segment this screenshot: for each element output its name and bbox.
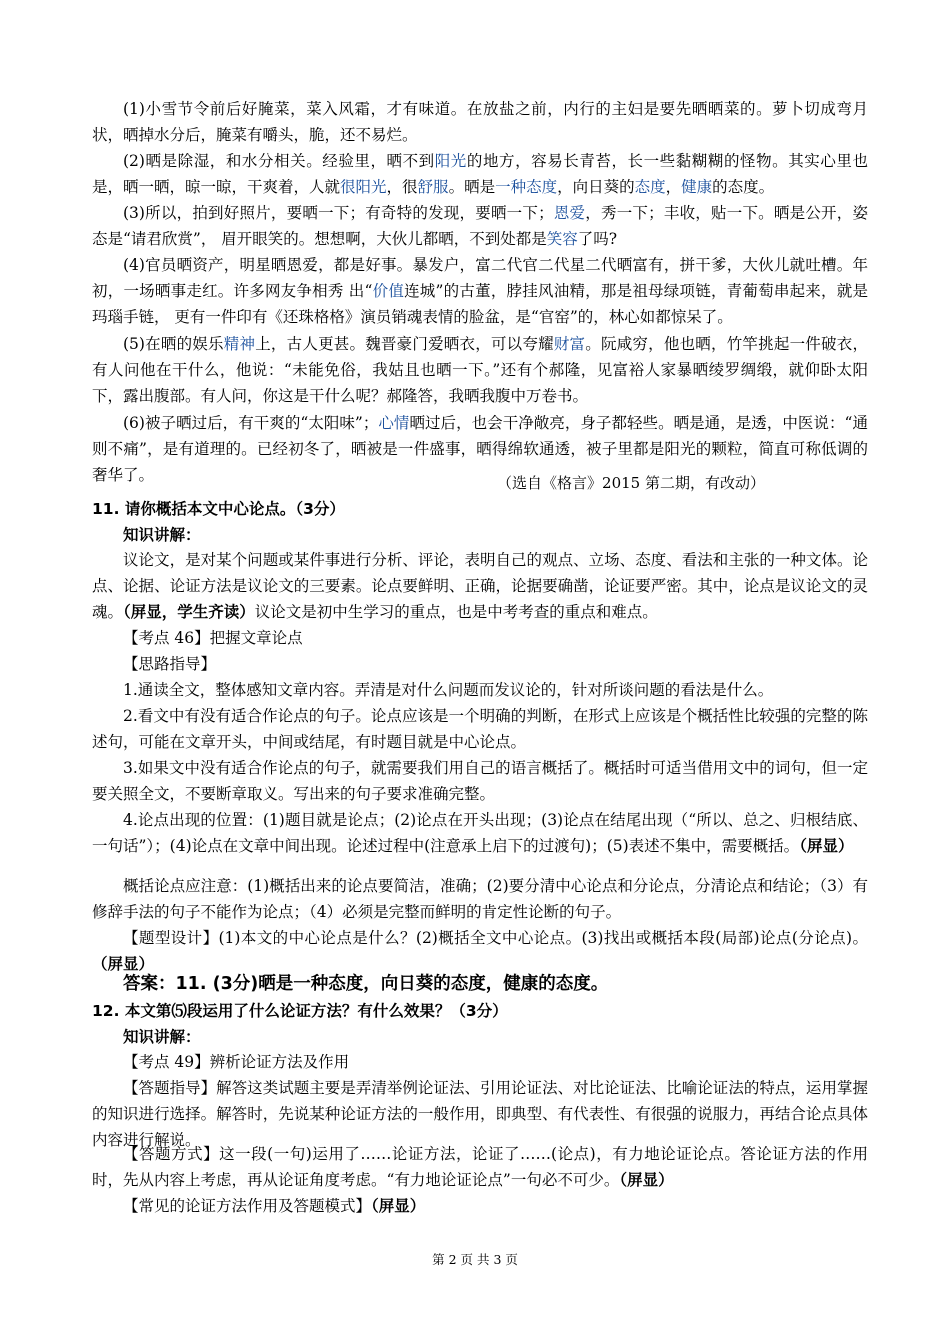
highlight-word: 阳光: [434, 152, 467, 170]
q11-answer: 答案：11. (3分)晒是一种态度，向日葵的态度，健康的态度。: [123, 974, 609, 994]
passage-paragraph-4: (4)官员晒资产，明星晒恩爱，都是好事。暴发户，富二代官二代星二代晒富有，拼干爹，大伙儿就吐槽。年初，一场晒事走红。许多网友争相秀 出“价值连城”的古董，脖挂风油精，那是祖母绿项链，青葡萄串起来，就是玛瑙手链， 更有一件印有《还珠格格》演员销魂表情的脸盆，是“官窑”的，林心如都惊呆了。: [92, 256, 868, 327]
highlight-word: 笑容: [546, 230, 578, 249]
highlight-word: 精神: [223, 335, 256, 353]
highlight-word: 价值: [372, 282, 405, 301]
highlight-word: 财富: [553, 335, 586, 353]
q12-common: 【常见的论证方法作用及答题模式】（屏显）: [123, 1197, 426, 1215]
knowledge-label-12: 知识讲解：: [123, 1028, 201, 1046]
passage-source: （选自《格言》2015 第二期，有改动）: [497, 474, 765, 492]
passage-paragraph-1: (1)小雪节令前后好腌菜，菜入风霜，才有味道。在放盐之前，内行的主妇是要先晒晒菜的。萝卜切成弯月状，晒掉水分后，腌菜有嚼头，脆，还不易烂。: [92, 100, 868, 145]
highlight-word: 健康: [681, 178, 713, 197]
silu-step-1: 1.通读全文，整体感知文章内容。弄清是对什么问题而发议论的，针对所谈问题的看法是什么。: [123, 681, 774, 699]
silu-step-3: 3.如果文中没有适合作论点的句子，就需要我们用自己的语言概括了。概括时可适当借用文中的词句，但一定要关照全文，不要断章取义。写出来的句子要求准确完整。: [92, 759, 868, 804]
question-12-title: 12. 本文第⑸段运用了什么论证方法？有什么效果？（3分）: [92, 1002, 508, 1020]
highlight-word: 恩爱: [553, 204, 586, 222]
passage-paragraph-3: (3)所以，拍到好照片，要晒一下；有奇特的发现，要晒一下；恩爱，秀一下；丰收，贴一下。晒是公开，姿态是“请君欣赏”， 眉开眼笑的。想想啊，大伙儿都晒，不到处都是笑容了吗?: [92, 204, 868, 249]
highlight-word: 一种态度: [495, 178, 558, 197]
highlight-word: 很阳光: [340, 178, 387, 197]
q12-format: 【答题方式】这一段(一句)运用了……论证方法，论证了……(论点)，有力地论证论点。答论证方法的作用时，先从内容上考虑，再从论证角度考虑。“有力地论证论点”一句必不可少。（屏显）: [92, 1145, 868, 1190]
highlight-word: 心情: [378, 414, 410, 432]
silu-step-4: 4.论点出现的位置：(1)题目就是论点；(2)论点在开头出现；(3)论点在结尾出现（“所以、总之、归根结底、一句话”）；(4)论点在文章中间出现。论述过程中(注意承上启下的过渡句)；(5)表述不集中，需要概括。（屏显）: [92, 811, 868, 856]
silu-heading: 【思路指导】: [123, 655, 217, 673]
question-11-title: 11. 请你概括本文中心论点。（3分）: [92, 500, 345, 518]
q11-design: 【题型设计】(1)本文的中心论点是什么？(2)概括全文中心论点。(3)找出或概括本段(局部)论点(分论点)。（屏显）: [92, 929, 868, 974]
highlight-word: 态度: [634, 178, 666, 197]
passage-paragraph-2: (2)晒是除湿，和水分相关。经验里，晒不到阳光的地方，容易长青苔，长一些黏糊糊的怪物。其实心里也是，晒一晒，晾一晾，干爽着，人就很阳光，很舒服。晒是一种态度，向日葵的态度，健康的态度。: [92, 152, 868, 197]
highlight-word: 舒服: [417, 178, 449, 197]
q11-note: 概括论点应注意：(1)概括出来的论点要简洁，准确；(2)要分清中心论点和分论点，分清论点和结论；（3）有修辞手法的句子不能作为论点；（4）必须是完整而鲜明的肯定性论断的句子。: [92, 877, 868, 922]
passage-paragraph-5: (5)在晒的娱乐精神上，古人更甚。魏晋豪门爱晒衣，可以夸耀财富。阮咸穷，他也晒，竹竿挑起一件破衣，有人问他在干什么，他说：“未能免俗，我姑且也晒一下。”还有个郝隆，见富裕人家暴晒绫罗绸缎，就仰卧太阳下，露出腹部。有人问，你这是干什么呢？郝隆答，我晒我腹中万卷书。: [92, 335, 868, 406]
silu-step-2: 2.看文中有没有适合作论点的句子。论点应该是一个明确的判断，在形式上应该是个概括性比较强的完整的陈述句，可能在文章开头，中间或结尾，有时题目就是中心论点。: [92, 707, 868, 752]
passage-paragraph-6: (6)被子晒过后，有干爽的“太阳味”；心情晒过后，也会干净敞亮，身子都轻些。晒是通，是透，中医说：“通则不痛”，是有道理的。已经初冬了，晒被是一件盛事，晒得绵软通透，被子里都是阳光的颗粒，简直可称低调的奢华了。: [92, 414, 868, 485]
q11-intro: 议论文，是对某个问题或某件事进行分析、评论，表明自己的观点、立场、态度、看法和主张的一种文体。论点、论据、论证方法是议论文的三要素。论点要鲜明、正确，论据要确凿，论证要严密。其中，论点是议论文的灵魂。（屏显，学生齐读）议论文是初中生学习的重点，也是中考考查的重点和难点。: [92, 551, 868, 622]
q12-guide: 【答题指导】解答这类试题主要是弄清举例论证法、引用论证法、对比论证法、比喻论证法的特点，运用掌握的知识进行选择。解答时，先说某种论证方法的一般作用，即典型、有代表性、有很强的说服力，再结合论点具体内容进行解说。: [92, 1079, 868, 1150]
kaodian-49: 【考点 49】辨析论证方法及作用: [123, 1053, 350, 1071]
knowledge-label: 知识讲解：: [123, 526, 201, 544]
page-footer: 第 2 页 共 3 页: [432, 1252, 518, 1267]
kaodian-46: 【考点 46】把握文章论点: [123, 629, 303, 647]
